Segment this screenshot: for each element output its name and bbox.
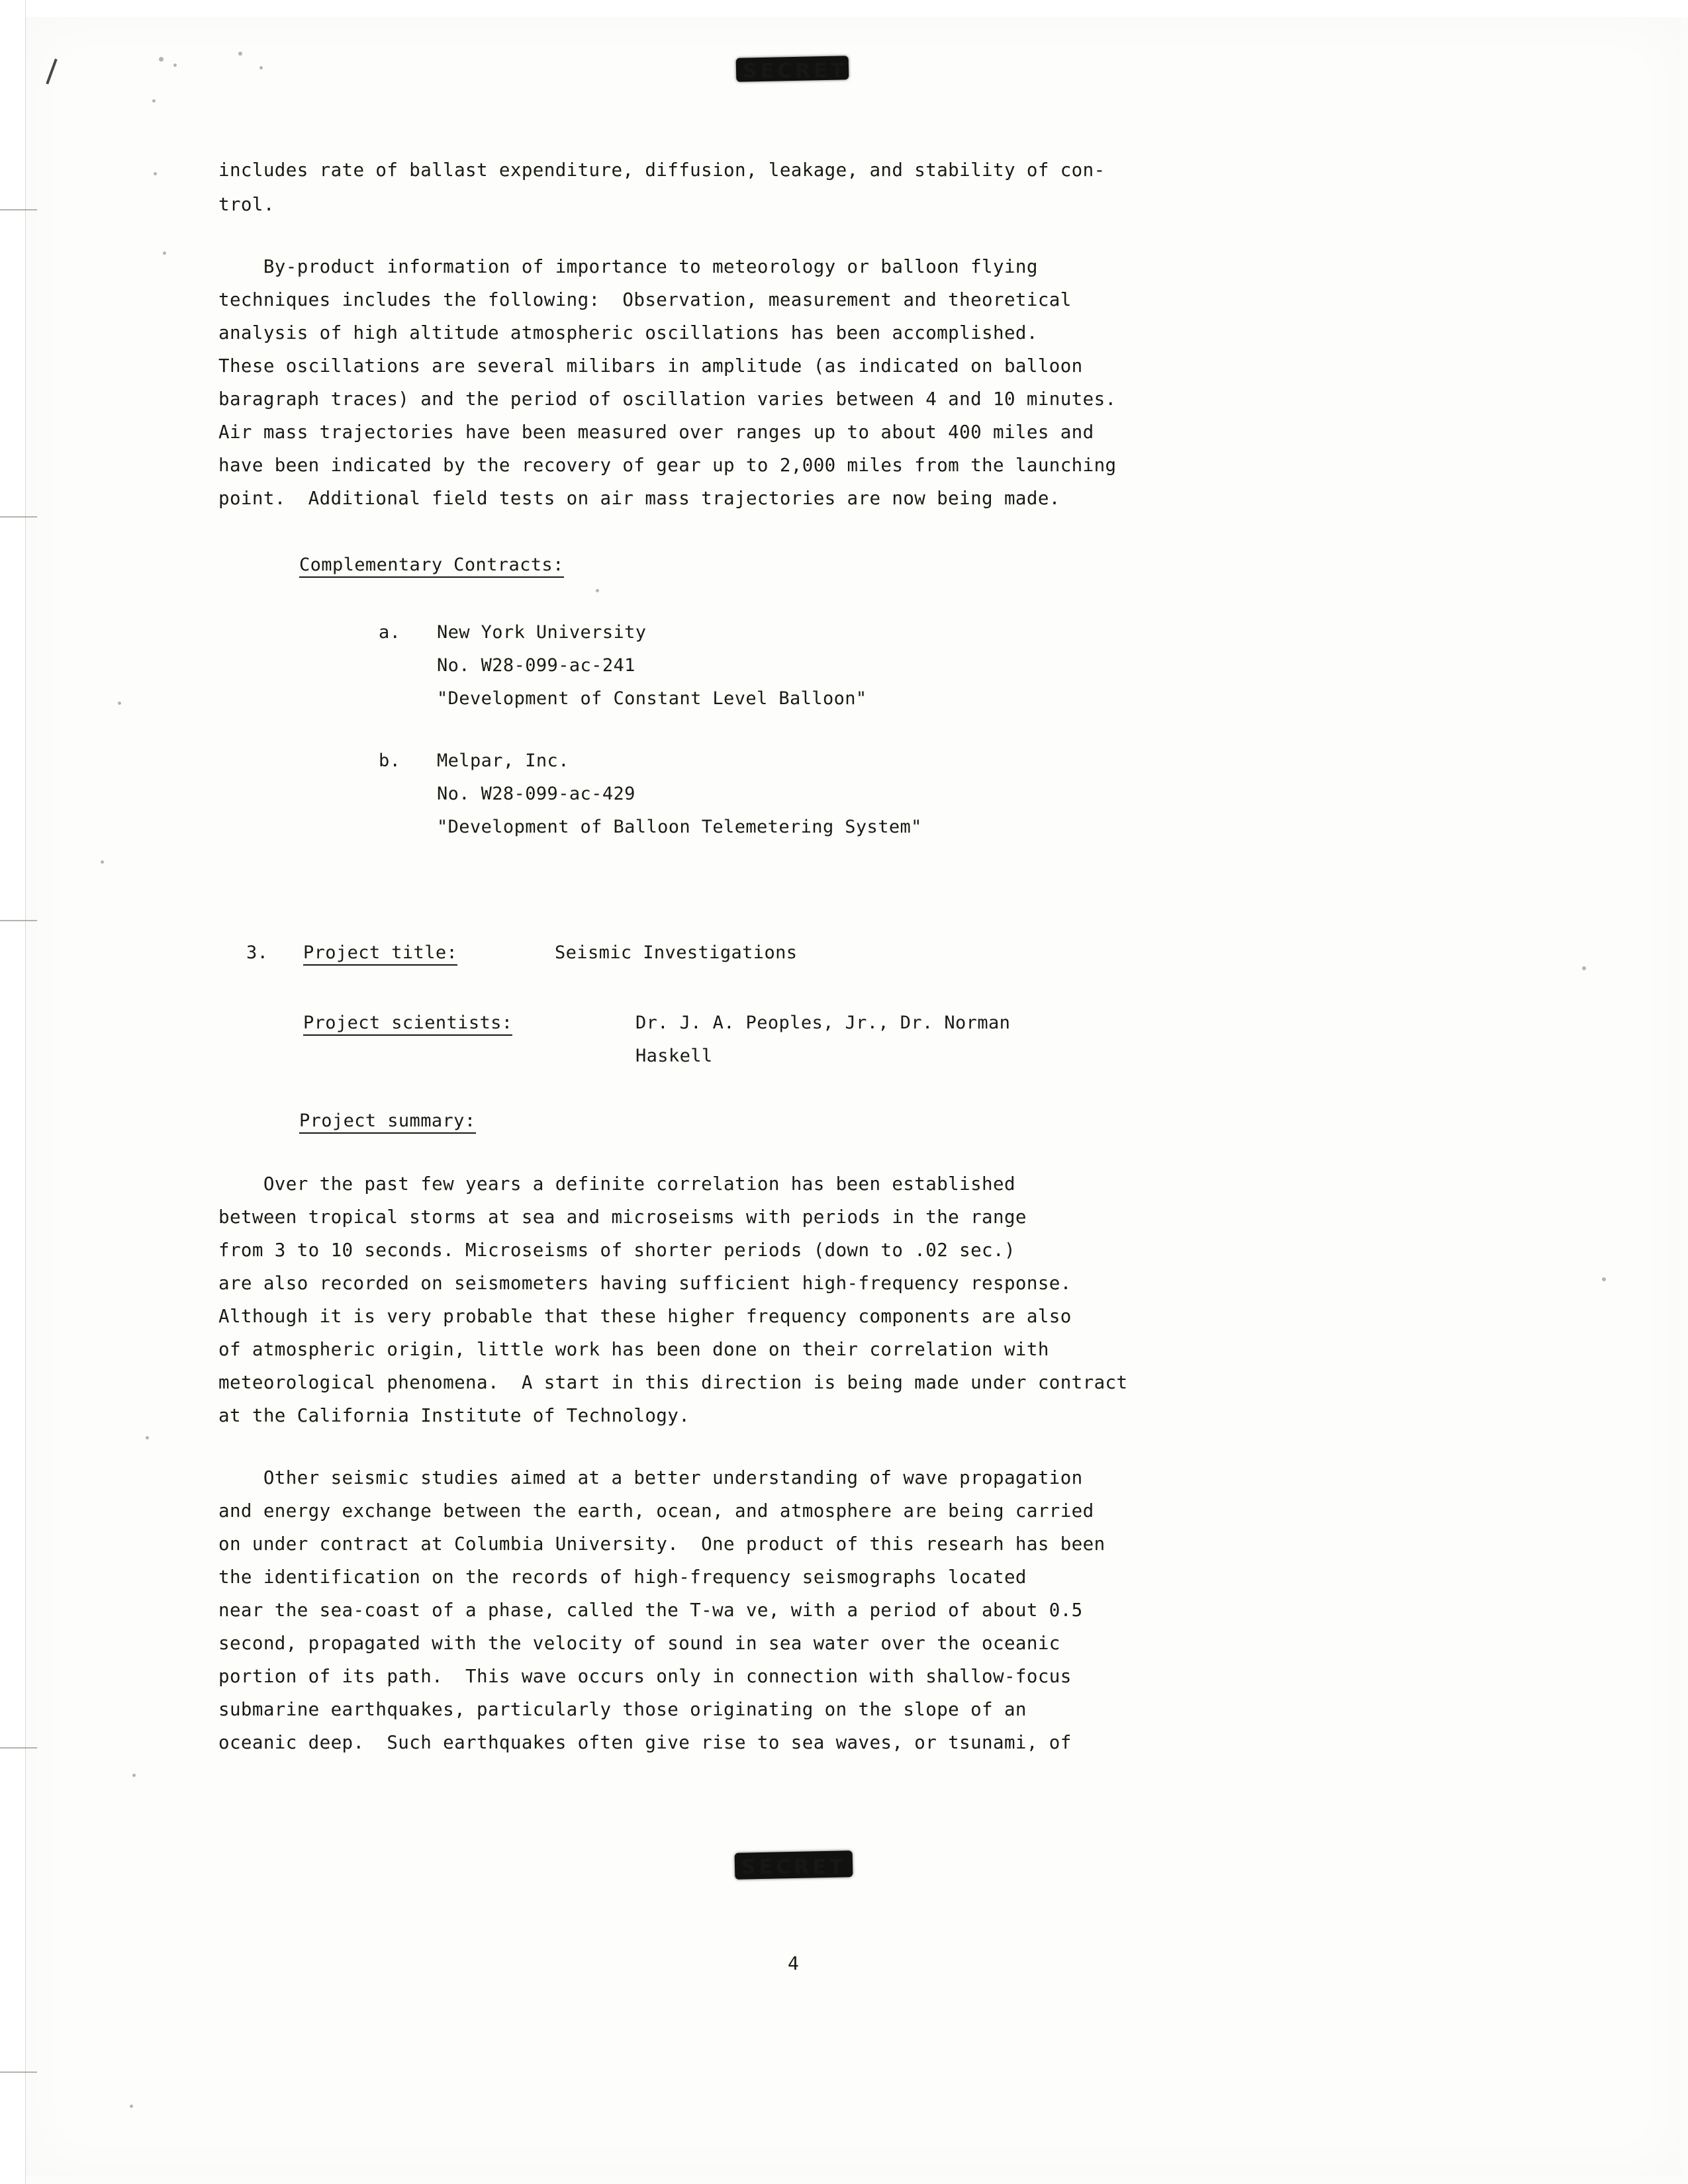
project-summary-label: Project summary: [299,1111,476,1134]
paragraph-line: have been indicated by the recovery of gear up to 2,000 miles from the launching [218,455,1117,476]
paragraph-line: submarine earthquakes, particularly those originating on the slope of an [218,1699,1027,1720]
paragraph-line: baragraph traces) and the period of oscillation varies between 4 and 10 minutes. [218,388,1117,410]
classification-stamp-top-label: SECRET [743,60,848,83]
paragraph-line: These oscillations are several milibars in amplitude (as indicated on balloon [218,355,1083,377]
paragraph-line: near the sea-coast of a phase, called the T-wa ve, with a period of about 0.5 [218,1600,1083,1621]
paragraph-line: oceanic deep. Such earthquakes often give rise to sea waves, or tsunami, of [218,1732,1072,1753]
paragraph-line: second, propagated with the velocity of sound in sea water over the oceanic [218,1633,1060,1654]
paragraph-line: on under contract at Columbia University. One product of this researh has been [218,1533,1105,1555]
paragraph-line: at the California Institute of Technology. [218,1405,690,1426]
paragraph-line: trol. [218,194,275,215]
contract-line: No. W28-099-ac-241 [437,655,635,676]
contract-line: Melpar, Inc. [437,751,569,771]
paragraph-line: includes rate of ballast expenditure, diffusion, leakage, and stability of con- [218,159,1105,181]
project-title-value: Seismic Investigations [555,942,798,963]
paragraph-line: from 3 to 10 seconds. Microseisms of shorter periods (down to .02 sec.) [218,1240,1015,1261]
paragraph-line: Although it is very probable that these higher frequency components are also [218,1306,1072,1327]
paragraph-line: meteorological phenomena. A start in this direction is being made under contract [218,1372,1128,1393]
paragraph-line: the identification on the records of high-frequency seismographs located [218,1567,1027,1588]
paragraph-line: are also recorded on seismometers having sufficient high-frequency response. [218,1273,1072,1294]
contract-line: New York University [437,622,647,643]
classification-stamp-bottom-label: SECRET [741,1856,847,1879]
project-title-label: Project title: [303,942,457,966]
contract-marker: a. [379,622,401,643]
paragraph-line: By-product information of importance to meteorology or balloon flying [218,256,1038,277]
contract-marker: b. [379,751,401,771]
project-scientists-value: Dr. J. A. Peoples, Jr., Dr. Norman [635,1013,1011,1033]
contract-line: "Development of Balloon Telemetering System" [437,817,922,837]
paragraph-line: Over the past few years a definite correlation has been established [218,1173,1015,1195]
paragraph-line: analysis of high altitude atmospheric oscillations has been accomplished. [218,322,1038,343]
paragraph-line: and energy exchange between the earth, ocean, and atmosphere are being carried [218,1500,1094,1522]
contract-line: "Development of Constant Level Balloon" [437,688,867,709]
paragraph-line: point. Additional field tests on air mass trajectories are now being made. [218,488,1060,509]
item-number: 3. [246,942,269,963]
paragraph-line: techniques includes the following: Observation, measurement and theoretical [218,289,1072,310]
contract-line: No. W28-099-ac-429 [437,784,635,804]
paragraph-line: Other seismic studies aimed at a better understanding of wave propagation [218,1467,1083,1488]
paragraph-line: of atmospheric origin, little work has been done on their correlation with [218,1339,1049,1360]
complementary-contracts-heading: Complementary Contracts: [299,555,564,578]
project-scientists-value: Haskell [635,1046,713,1066]
project-scientists-label: Project scientists: [303,1013,512,1036]
paragraph-line: portion of its path. This wave occurs only in connection with shallow-focus [218,1666,1072,1687]
paragraph-line: between tropical storms at sea and microseisms with periods in the range [218,1206,1027,1228]
page-number: 4 [788,1952,799,1974]
paragraph-line: Air mass trajectories have been measured over ranges up to about 400 miles and [218,422,1094,443]
